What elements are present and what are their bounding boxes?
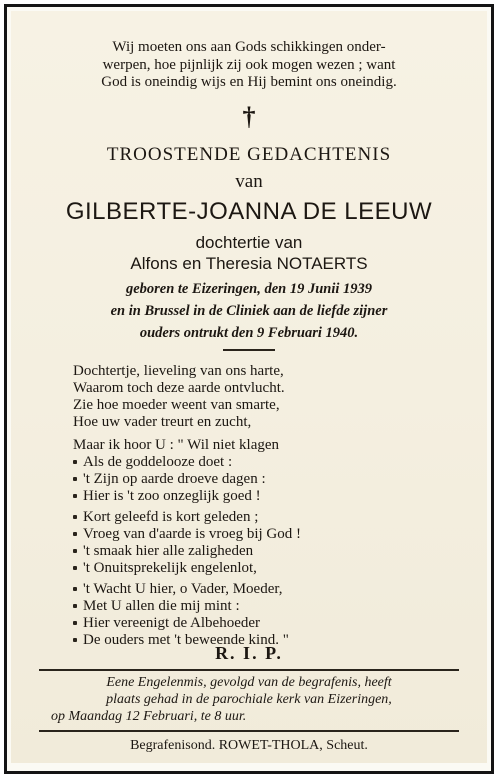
memorial-card (11, 11, 487, 763)
intro-line-3: God is oneindig wijs en Hij bemint ons oneindig. (101, 74, 397, 90)
poem-line: 't smaak hier alle zaligheden (83, 543, 254, 559)
van-line: van (235, 171, 263, 192)
poem-line: Zie hoe moeder weent van smarte, (73, 397, 280, 413)
bullet-mark (73, 532, 77, 536)
poem-line: Vroeg van d'aarde is vroeg bij God ! (83, 526, 301, 542)
cross-icon: † (242, 102, 256, 131)
parents: Alfons en Theresia NOTAERTS (130, 254, 368, 273)
divider-bottom (39, 730, 459, 732)
poem-line: 't Zijn op aarde droeve dagen : (83, 471, 266, 487)
intro-line-2: werpen, hoe pijnlijk zij ook mogen wezen ; want (102, 57, 396, 73)
daughter-of: dochtertie van (195, 233, 303, 252)
poem-line: Hier vereenigt de Albehoeder (83, 615, 261, 631)
poem-line: Kort geleefd is kort geleden ; (83, 509, 259, 525)
poem-line: Als de goddelooze doet : (83, 454, 233, 470)
bullet-mark (73, 638, 77, 642)
death-line-2: ouders ontrukt den 9 Februari 1940. (139, 325, 359, 341)
bullet-mark (73, 460, 77, 464)
birth-line: geboren te Eizeringen, den 19 Junii 1939 (125, 281, 373, 297)
poem-line: 't Onuitsprekelijk engelenlot, (83, 560, 257, 576)
bullet-mark (73, 549, 77, 553)
divider-long (39, 669, 459, 671)
printer-credit: Begrafenisond. ROWET-THOLA, Scheut. (130, 738, 368, 753)
bullet-mark (73, 566, 77, 570)
poem-line: Hoe uw vader treurt en zucht, (73, 414, 252, 430)
bullet-mark (73, 604, 77, 608)
notice-line-3: op Maandag 12 Februari, te 8 uur. (51, 709, 247, 724)
heading: TROOSTENDE GEDACHTENIS (106, 144, 392, 165)
poem-line: Maar ik hoor U : " Wil niet klagen (73, 437, 280, 453)
intro-line-1: Wij moeten ons aan Gods schikkingen onder- (112, 39, 386, 55)
rip-text: R. I. P. (215, 643, 283, 663)
bullet-mark (73, 494, 77, 498)
bullet-mark (73, 621, 77, 625)
deceased-name: GILBERTE-JOANNA DE LEEUW (65, 198, 433, 225)
divider-short (223, 349, 275, 351)
death-line-1: en in Brussel in de Cliniek aan de liefde zijner (110, 303, 388, 319)
bullet-mark (73, 477, 77, 481)
poem-line: Waarom toch deze aarde ontvlucht. (73, 380, 285, 396)
poem-line: De ouders met 't beweende kind. " (83, 632, 289, 648)
poem-line: 't Wacht U hier, o Vader, Moeder, (83, 581, 283, 597)
poem-line: Hier is 't zoo onzeglijk goed ! (83, 488, 261, 504)
poem-line: Met U allen die mij mint : (83, 598, 240, 614)
notice-line-2: plaats gehad in de parochiale kerk van Eizeringen, (106, 692, 392, 707)
bullet-mark (73, 515, 77, 519)
notice-line-1: Eene Engelenmis, gevolgd van de begrafenis, heeft (106, 675, 392, 690)
poem-line: Dochtertje, lieveling van ons harte, (73, 363, 284, 379)
bullet-mark (73, 587, 77, 591)
